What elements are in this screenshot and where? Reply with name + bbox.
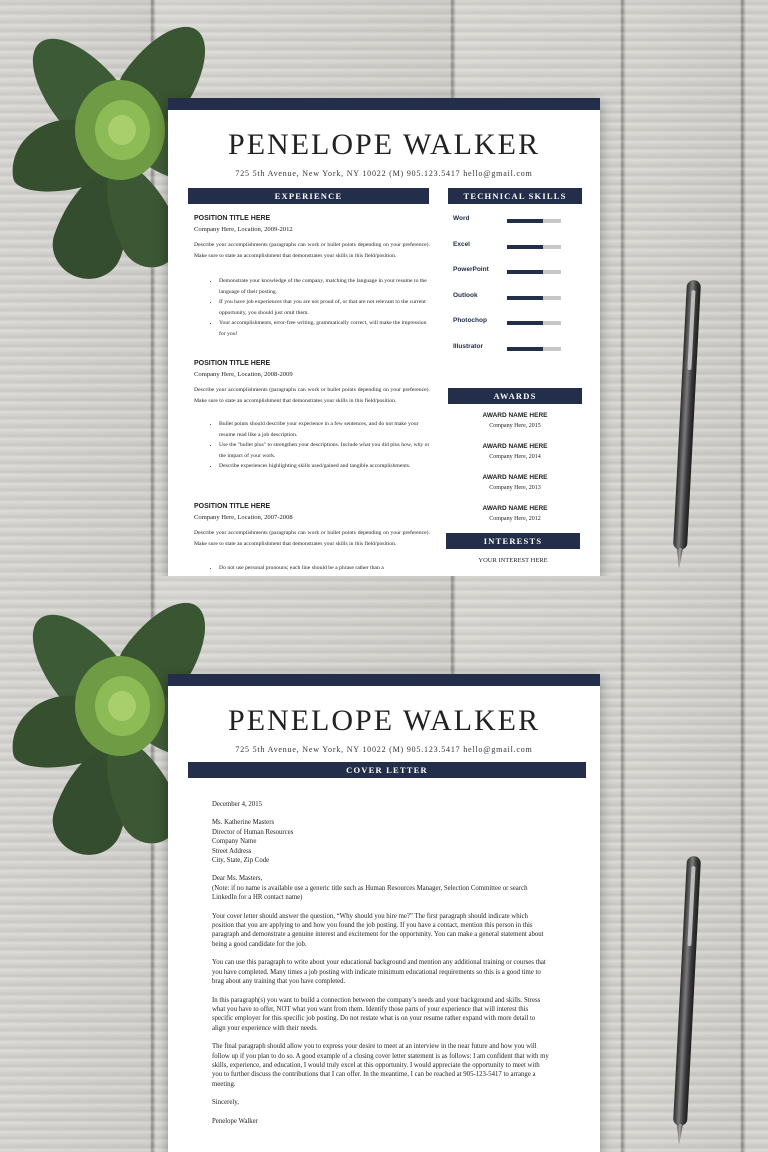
bullet-item: • Do not use personal pronouns; each line should be a phrase rather than a [219,563,430,574]
skill-name: PowerPoint [453,266,489,274]
interests-header: INTERESTS [446,533,580,549]
skill-level-fill [507,245,543,249]
job-title: POSITION TITLE HERE [194,503,271,510]
letter-paragraph: Your cover letter should answer the question, “Why should you hire me?” The first paragraph should indicate which position that you are applying to and how you found the job posting. If you have a contact, mention this person in this paragraph and demonstrate a genuine interest and excitement for the opportunity. You can make a general statement about being a good candidate for the job. [212,912,544,948]
letter-date: December 4, 2015 [212,801,263,808]
pen-image [673,280,701,550]
award-detail: Company Here, 2013 [489,485,541,491]
skill-name: Excel [453,240,470,248]
salutation-note: (Note: if no name is available use a generic title such as Human Resources Manager, Selection Committee or search LinkedIn for a HR contact name) [212,884,528,902]
salutation: Dear Ms. Masters, [212,875,263,883]
award-detail: Company Here, 2015 [489,423,541,429]
skill-level-fill [507,321,543,325]
address-line: Street Address [212,847,252,855]
header-bar [168,674,600,686]
bullet-item: • Bullet points should describe your experience in a few sentences, and do not make your resume read like a job description. [219,419,430,440]
job-summary: Describe your accomplishments (paragraphs can work or bullet points depending on your preference). Make sure to state an accomplishment that demonstrates your skills in this field/position. [194,242,430,259]
skill-level-bar [507,321,561,325]
cover-letter-mockup-panel [0,576,768,1152]
skill-name: Outlook [453,291,478,299]
letter-closing: Sincerely, [212,1099,239,1107]
skill-name: Word [453,215,470,222]
letter-salutation [212,874,550,902]
award-name: AWARD NAME HERE [482,443,548,450]
letter-signature: Penelope Walker [212,1117,258,1125]
technical-skills-header: TECHNICAL SKILLS [448,188,582,204]
bullet-item: • Describe experiences highlighting skills used/gained and tangible accomplishments. [219,461,430,472]
job-bullets [209,419,430,472]
address-line: City, State, Zip Code [212,857,270,865]
job-title: POSITION TITLE HERE [194,360,271,367]
pen-image [673,856,701,1126]
address-line: Director of Human Resources [212,828,294,836]
skill-level-fill [507,219,543,223]
resume-name: PENELOPE WALKER [228,128,540,161]
bullet-item: • Demonstrate your knowledge of the company, matching the language in your resume to the language of their posting. [219,276,430,297]
job-company: Company Here, Location, 2007-2008 [194,514,293,521]
resume-contact: 725 5th Avenue, New York, NY 10022 (M) 905.123.5417 hello@gmail.com [235,169,533,178]
job-summary: Describe your accomplishments (paragraphs can work or bullet points depending on your preference). Make sure to state an accomplishment that demonstrates your skills in this field/position. [194,387,430,404]
award-name: AWARD NAME HERE [482,505,548,512]
cover-letter-header: COVER LETTER [188,762,586,778]
letter-paragraph: You can use this paragraph to write about your educational background and mention any additional training or courses that you have completed. Many times a job posting with indicate minimum educational requirements so this is a good time to brag about any training that you have completed. [212,959,546,986]
cover-letter-page [168,674,600,1152]
skill-level-bar [507,347,561,351]
address-line: Company Name [212,838,257,846]
skill-level-fill [507,296,543,300]
address-line: Ms. Katherine Masters [212,819,275,827]
bullet-item: • If you have job experiences that you are not proud of, or that are not relevant to the current opportunity, you should just omit them. [219,297,430,318]
header-bar [168,98,600,110]
resume-page [168,98,600,576]
job-company: Company Here, Location, 2008-2009 [194,371,293,378]
experience-header: EXPERIENCE [188,188,429,204]
interest-item: YOUR INTEREST HERE [478,557,548,564]
job-bullets [209,276,430,339]
letter-address [212,818,550,865]
job-company: Company Here, Location, 2009-2012 [194,226,293,233]
letter-paragraph: In this paragraph(s) you want to build a connection between the company’s needs and your background and skills. Stress what you have to offer, NOT what you want from them. Identify those parts of your experience that will interest this specific employer for this specific job posting. Do not restate what is on your resume rather expand with more detail to align your experience with their needs. [212,996,541,1032]
skill-name: Photochop [453,317,487,325]
award-detail: Company Here, 2014 [489,454,541,460]
letter-body [212,800,550,1135]
award-detail: Company Here, 2012 [489,516,541,522]
cover-contact: 725 5th Avenue, New York, NY 10022 (M) 905.123.5417 hello@gmail.com [235,745,533,754]
job-bullets [209,563,430,574]
skill-level-bar [507,296,561,300]
skill-level-fill [507,270,543,274]
job-summary: Describe your accomplishments (paragraphs can work or bullet points depending on your preference). Make sure to state an accomplishment that demonstrates your skills in this field/position. [194,530,430,547]
letter-paragraph: The final paragraph should allow you to express your desire to meet at an interview in the near future and how you will follow up if you plan to do so. A good example of a closing cover letter statement is as follows: I am confident that with my skills, experience, and education, I would truly excel at this opportunity. I would appreciate the opportunity to meet with you to further discuss the contributions that I can offer. In the meantime, I can be reached at 905-123-5417 to arrange a meeting. [212,1043,549,1088]
skill-level-bar [507,270,561,274]
skill-level-fill [507,347,543,351]
cover-name: PENELOPE WALKER [228,704,540,737]
awards-list [448,410,582,530]
bullet-item: • Use the "bullet plus" to strengthen your descriptions. Include what you did plus how, why or the impact of your work. [219,440,430,461]
award-name: AWARD NAME HERE [482,412,548,419]
bullet-item: • Your accomplishments, error-free writing, grammatically correct, will make the impression for you! [219,318,430,339]
skill-level-bar [507,245,561,249]
skill-level-bar [507,219,561,223]
job-title: POSITION TITLE HERE [194,215,271,222]
awards-header: AWARDS [448,388,582,404]
skill-name: Illustrator [453,343,483,350]
award-name: AWARD NAME HERE [482,474,548,481]
